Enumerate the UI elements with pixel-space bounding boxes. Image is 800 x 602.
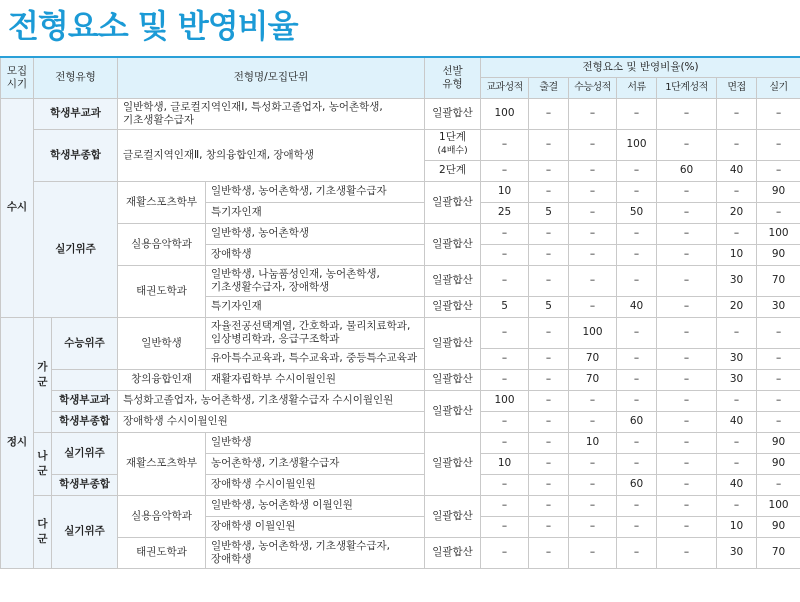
value-cell: – bbox=[657, 202, 717, 223]
header-method: 선발 유형 bbox=[425, 57, 481, 98]
value-cell: – bbox=[717, 98, 757, 129]
value-cell: 10 bbox=[717, 516, 757, 537]
value-cell: – bbox=[617, 265, 657, 296]
value-cell: – bbox=[569, 160, 617, 181]
unit-cell: 농어촌학생, 기초생활수급자 bbox=[206, 453, 425, 474]
value-cell: – bbox=[617, 160, 657, 181]
dept-cell: 일반학생 bbox=[118, 317, 206, 369]
value-cell: 60 bbox=[657, 160, 717, 181]
dept-cell: 재활스포츠학부 bbox=[118, 432, 206, 495]
value-cell: – bbox=[529, 411, 569, 432]
value-cell: – bbox=[757, 202, 800, 223]
unit-cell: 일반학생, 글로컬지역인재Ⅰ, 특성화고졸업자, 농어촌학생, 기초생활수급자 bbox=[118, 98, 425, 129]
value-cell: – bbox=[529, 129, 569, 160]
type-hakgyo: 학생부교과 bbox=[52, 390, 118, 411]
header-col: 서류 bbox=[617, 77, 657, 98]
value-cell: 20 bbox=[717, 296, 757, 317]
value-cell: – bbox=[529, 369, 569, 390]
value-cell: – bbox=[529, 390, 569, 411]
value-cell: – bbox=[617, 317, 657, 348]
value-cell: – bbox=[481, 265, 529, 296]
value-cell: – bbox=[717, 223, 757, 244]
unit-cell: 특기자인재 bbox=[206, 202, 425, 223]
value-cell: 70 bbox=[757, 537, 800, 568]
period-susi: 수시 bbox=[1, 98, 34, 317]
value-cell: – bbox=[481, 244, 529, 265]
unit-cell: 장애학생 이월인원 bbox=[206, 516, 425, 537]
value-cell: – bbox=[717, 390, 757, 411]
value-cell: 40 bbox=[717, 160, 757, 181]
value-cell: – bbox=[617, 98, 657, 129]
value-cell: 20 bbox=[717, 202, 757, 223]
unit-cell: 일반학생, 농어촌학생, 기초생활수급자 bbox=[206, 181, 425, 202]
value-cell: – bbox=[617, 181, 657, 202]
value-cell: – bbox=[657, 129, 717, 160]
type-silgi: 실기위주 bbox=[34, 181, 118, 317]
unit-cell: 일반학생, 농어촌학생, 기초생활수급자, 장애학생 bbox=[206, 537, 425, 568]
value-cell: 40 bbox=[717, 411, 757, 432]
value-cell: 30 bbox=[757, 296, 800, 317]
value-cell: 40 bbox=[617, 296, 657, 317]
method-cell: 일괄합산 bbox=[425, 495, 481, 537]
period-jeongsi: 정시 bbox=[1, 317, 34, 568]
method-stage1-note: (4배수) bbox=[437, 146, 468, 156]
method-cell: 일괄합산 bbox=[425, 296, 481, 317]
method-cell bbox=[425, 129, 481, 160]
value-cell: – bbox=[569, 453, 617, 474]
value-cell: 5 bbox=[481, 296, 529, 317]
value-cell: 10 bbox=[569, 432, 617, 453]
value-cell: – bbox=[529, 453, 569, 474]
value-cell: – bbox=[617, 369, 657, 390]
value-cell: – bbox=[657, 98, 717, 129]
value-cell: – bbox=[569, 390, 617, 411]
method-cell: 일괄합산 bbox=[425, 181, 481, 223]
value-cell: – bbox=[657, 537, 717, 568]
value-cell: – bbox=[617, 390, 657, 411]
value-cell: – bbox=[617, 348, 657, 369]
value-cell: – bbox=[569, 202, 617, 223]
table-row bbox=[1, 181, 800, 202]
table-row bbox=[1, 537, 800, 568]
value-cell: – bbox=[569, 265, 617, 296]
value-cell: – bbox=[757, 390, 800, 411]
dept-cell: 태권도학과 bbox=[118, 265, 206, 317]
value-cell: 30 bbox=[717, 348, 757, 369]
value-cell: – bbox=[529, 98, 569, 129]
value-cell: – bbox=[757, 369, 800, 390]
value-cell: 30 bbox=[717, 369, 757, 390]
value-cell: – bbox=[657, 223, 717, 244]
value-cell: 90 bbox=[757, 516, 800, 537]
value-cell: 25 bbox=[481, 202, 529, 223]
value-cell: 5 bbox=[529, 202, 569, 223]
method-cell: 일괄합산 bbox=[425, 98, 481, 129]
table-row bbox=[1, 432, 800, 453]
value-cell: 30 bbox=[717, 537, 757, 568]
value-cell: – bbox=[569, 98, 617, 129]
value-cell: – bbox=[657, 390, 717, 411]
value-cell: – bbox=[657, 244, 717, 265]
table-row bbox=[1, 317, 800, 348]
value-cell: – bbox=[529, 432, 569, 453]
value-cell: – bbox=[529, 495, 569, 516]
value-cell: – bbox=[617, 453, 657, 474]
method-cell: 2단계 bbox=[425, 160, 481, 181]
value-cell: – bbox=[481, 495, 529, 516]
table-row bbox=[1, 265, 800, 296]
value-cell: – bbox=[757, 474, 800, 495]
value-cell: – bbox=[657, 453, 717, 474]
value-cell: 90 bbox=[757, 181, 800, 202]
value-cell: – bbox=[529, 317, 569, 348]
value-cell: – bbox=[569, 495, 617, 516]
table-row bbox=[1, 390, 800, 411]
value-cell: – bbox=[569, 223, 617, 244]
value-cell: 100 bbox=[757, 223, 800, 244]
value-cell: 60 bbox=[617, 474, 657, 495]
value-cell: – bbox=[717, 129, 757, 160]
method-cell: 일괄합산 bbox=[425, 390, 481, 432]
method-cell: 일괄합산 bbox=[425, 265, 481, 296]
method-cell: 일괄합산 bbox=[425, 537, 481, 568]
value-cell: – bbox=[481, 474, 529, 495]
value-cell: – bbox=[617, 537, 657, 568]
dept-cell: 태권도학과 bbox=[118, 537, 206, 568]
value-cell: 70 bbox=[569, 348, 617, 369]
unit-cell: 일반학생 bbox=[206, 432, 425, 453]
value-cell: 30 bbox=[717, 265, 757, 296]
method-cell: 일괄합산 bbox=[425, 369, 481, 390]
value-cell: – bbox=[717, 495, 757, 516]
value-cell: – bbox=[657, 516, 717, 537]
value-cell: 100 bbox=[757, 495, 800, 516]
value-cell: – bbox=[717, 453, 757, 474]
group-ga: 가 군 bbox=[34, 317, 52, 432]
value-cell: – bbox=[481, 537, 529, 568]
value-cell: 90 bbox=[757, 453, 800, 474]
value-cell: 10 bbox=[481, 453, 529, 474]
value-cell: – bbox=[481, 129, 529, 160]
unit-cell: 특기자인재 bbox=[206, 296, 425, 317]
value-cell: – bbox=[757, 317, 800, 348]
type-suneung: 수능위주 bbox=[52, 317, 118, 369]
selection-ratio-table bbox=[0, 56, 800, 569]
table-row bbox=[1, 223, 800, 244]
header-col: 출결 bbox=[529, 77, 569, 98]
value-cell: – bbox=[617, 432, 657, 453]
unit-cell: 자율전공선택계열, 간호학과, 물리치료학과, 임상병리학과, 응급구조학과 bbox=[206, 317, 425, 348]
value-cell: 100 bbox=[617, 129, 657, 160]
type-hakjong: 학생부종합 bbox=[52, 474, 118, 495]
value-cell: – bbox=[617, 516, 657, 537]
value-cell: 50 bbox=[617, 202, 657, 223]
value-cell: – bbox=[717, 181, 757, 202]
value-cell: – bbox=[481, 160, 529, 181]
dept-cell: 실용음악학과 bbox=[118, 223, 206, 265]
value-cell: – bbox=[657, 495, 717, 516]
value-cell: – bbox=[529, 474, 569, 495]
value-cell: – bbox=[617, 244, 657, 265]
header-period: 모집 시기 bbox=[1, 57, 34, 98]
value-cell: – bbox=[569, 129, 617, 160]
value-cell: – bbox=[529, 348, 569, 369]
value-cell: – bbox=[657, 181, 717, 202]
value-cell: – bbox=[529, 244, 569, 265]
unit-cell: 장애학생 bbox=[206, 244, 425, 265]
value-cell: – bbox=[657, 317, 717, 348]
value-cell: – bbox=[657, 296, 717, 317]
value-cell: – bbox=[657, 265, 717, 296]
value-cell: – bbox=[569, 411, 617, 432]
unit-cell: 일반학생, 농어촌학생 bbox=[206, 223, 425, 244]
value-cell: – bbox=[529, 516, 569, 537]
dept-cell: 실용음악학과 bbox=[118, 495, 206, 537]
value-cell: – bbox=[529, 537, 569, 568]
value-cell: – bbox=[481, 348, 529, 369]
unit-cell: 장애학생 수시이월인원 bbox=[118, 411, 425, 432]
header-col: 교과성적 bbox=[481, 77, 529, 98]
value-cell: – bbox=[569, 516, 617, 537]
value-cell: 70 bbox=[757, 265, 800, 296]
page-title: 전형요소 및 반영비율 bbox=[8, 7, 298, 45]
table-row bbox=[1, 411, 800, 432]
unit-cell: 일반학생, 나눔품성인재, 농어촌학생, 기초생활수급자, 장애학생 bbox=[206, 265, 425, 296]
unit-cell: 장애학생 수시이월인원 bbox=[206, 474, 425, 495]
value-cell: – bbox=[657, 432, 717, 453]
header-type: 전형유형 bbox=[34, 57, 118, 98]
value-cell: – bbox=[757, 348, 800, 369]
value-cell: – bbox=[569, 181, 617, 202]
value-cell: 10 bbox=[717, 244, 757, 265]
type-hakjong: 학생부종합 bbox=[34, 129, 118, 181]
value-cell: – bbox=[481, 317, 529, 348]
unit-cell: 글로컬지역인재Ⅱ, 창의융합인재, 장애학생 bbox=[118, 129, 425, 181]
value-cell: 100 bbox=[481, 390, 529, 411]
type-cell bbox=[52, 369, 118, 390]
value-cell: 40 bbox=[717, 474, 757, 495]
value-cell: 70 bbox=[569, 369, 617, 390]
value-cell: 100 bbox=[569, 317, 617, 348]
value-cell: – bbox=[569, 244, 617, 265]
value-cell: – bbox=[657, 348, 717, 369]
type-hakjong: 학생부종합 bbox=[52, 411, 118, 432]
value-cell: – bbox=[481, 411, 529, 432]
unit-cell: 일반학생, 농어촌학생 이월인원 bbox=[206, 495, 425, 516]
value-cell: – bbox=[481, 223, 529, 244]
method-cell: 일괄합산 bbox=[425, 317, 481, 369]
unit-cell: 특성화고졸업자, 농어촌학생, 기초생활수급자 수시이월인원 bbox=[118, 390, 425, 411]
method-cell: 일괄합산 bbox=[425, 223, 481, 265]
value-cell: 100 bbox=[481, 98, 529, 129]
value-cell: – bbox=[617, 495, 657, 516]
value-cell: – bbox=[717, 317, 757, 348]
value-cell: – bbox=[657, 369, 717, 390]
value-cell: – bbox=[569, 474, 617, 495]
value-cell: 60 bbox=[617, 411, 657, 432]
group-da: 다 군 bbox=[34, 495, 52, 568]
table-row bbox=[1, 369, 800, 390]
value-cell: – bbox=[481, 432, 529, 453]
type-silgi: 실기위주 bbox=[52, 432, 118, 474]
value-cell: – bbox=[569, 296, 617, 317]
dept-cell: 창의융합인재 bbox=[118, 369, 206, 390]
value-cell: – bbox=[717, 432, 757, 453]
unit-cell: 재활자립학부 수시이월인원 bbox=[206, 369, 425, 390]
unit-cell: 유아특수교육과, 특수교육과, 중등특수교육과 bbox=[206, 348, 425, 369]
value-cell: – bbox=[757, 98, 800, 129]
header-unit: 전형명/모집단위 bbox=[118, 57, 425, 98]
header-col: 1단계성적 bbox=[657, 77, 717, 98]
method-cell: 일괄합산 bbox=[425, 432, 481, 495]
header-col: 면접 bbox=[717, 77, 757, 98]
group-na: 나 군 bbox=[34, 432, 52, 495]
value-cell: – bbox=[529, 181, 569, 202]
value-cell: – bbox=[569, 537, 617, 568]
value-cell: – bbox=[657, 474, 717, 495]
method-stage1: 1단계 bbox=[439, 131, 467, 143]
value-cell: – bbox=[481, 369, 529, 390]
table-row bbox=[1, 98, 800, 129]
value-cell: – bbox=[529, 223, 569, 244]
value-cell: 10 bbox=[481, 181, 529, 202]
header-col: 수능성적 bbox=[569, 77, 617, 98]
value-cell: – bbox=[757, 160, 800, 181]
value-cell: – bbox=[481, 516, 529, 537]
value-cell: – bbox=[657, 411, 717, 432]
value-cell: – bbox=[617, 223, 657, 244]
value-cell: – bbox=[757, 129, 800, 160]
value-cell: 90 bbox=[757, 432, 800, 453]
table-row bbox=[1, 129, 800, 160]
value-cell: – bbox=[757, 411, 800, 432]
header-col: 실기 bbox=[757, 77, 800, 98]
type-silgi: 실기위주 bbox=[52, 495, 118, 568]
type-hakgyo: 학생부교과 bbox=[34, 98, 118, 129]
value-cell: 5 bbox=[529, 296, 569, 317]
header-ratio-group: 전형요소 및 반영비율(%) bbox=[481, 57, 800, 77]
value-cell: – bbox=[529, 265, 569, 296]
dept-cell: 재활스포츠학부 bbox=[118, 181, 206, 223]
value-cell: 90 bbox=[757, 244, 800, 265]
value-cell: – bbox=[529, 160, 569, 181]
table-row bbox=[1, 495, 800, 516]
